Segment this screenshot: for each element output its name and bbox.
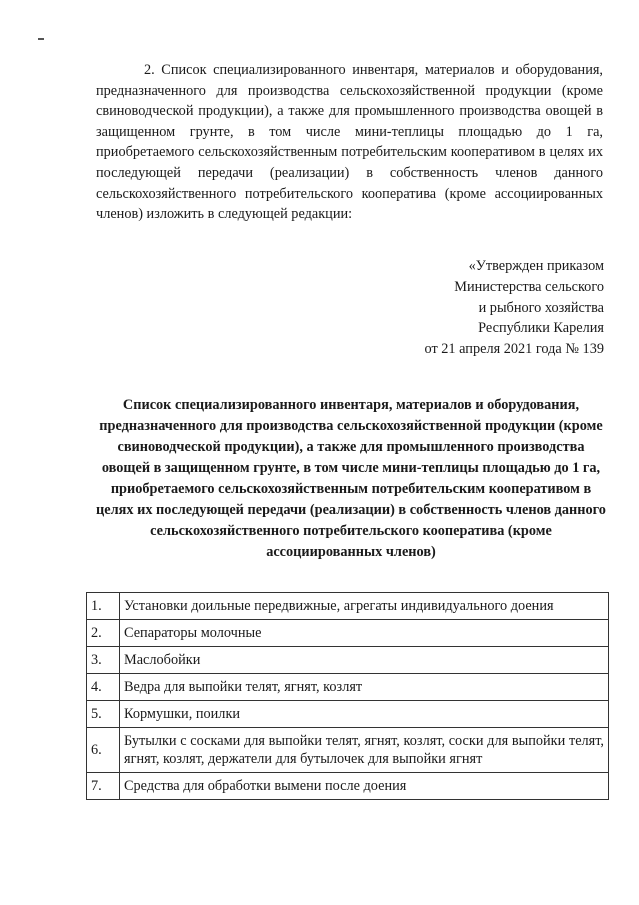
item-text: Ведра для выпойки телят, ягнят, козлят xyxy=(120,674,609,701)
item-number: 3. xyxy=(87,647,120,674)
item-text: Кормушки, поилки xyxy=(120,701,609,728)
approval-line: и рыбного хозяйства xyxy=(478,299,604,316)
scan-mark xyxy=(38,38,44,40)
list-title: Список специализированного инвентаря, материалов и оборудования, предназначенного для производства сельскохозяйственной продукции (кроме свиноводческой продукции), а также для промышленного производства овощей в защищенном грунте, в том числе мини-теплицы площадью до 1 га, приобретаемого сельскохозяйственным потребительским кооперативом в целях их последующей передачи (реализации) в собственность членов данного сельскохозяйственного потребительского кооператива (кроме ассоциированных членов) xyxy=(96,397,606,560)
item-text: Установки доильные передвижные, агрегаты индивидуального доения xyxy=(120,593,609,620)
item-number: 7. xyxy=(87,773,120,800)
table-row xyxy=(87,674,609,701)
approval-line: Министерства сельского xyxy=(454,278,604,295)
item-number: 6. xyxy=(87,728,120,773)
item-number: 2. xyxy=(87,620,120,647)
table-row xyxy=(87,647,609,674)
table-row xyxy=(87,620,609,647)
table-row xyxy=(87,728,609,773)
item-text: Маслобойки xyxy=(120,647,609,674)
items-table xyxy=(86,592,609,800)
item-text: Сепараторы молочные xyxy=(120,620,609,647)
table-row xyxy=(87,701,609,728)
item-text: Средства для обработки вымени после доения xyxy=(120,773,609,800)
item-number: 5. xyxy=(87,701,120,728)
item-text: Бутылки с сосками для выпойки телят, ягнят, козлят, соски для выпойки телят, ягнят, козлят, держатели для бутылочек для выпойки ягнят xyxy=(120,728,609,773)
item-number: 4. xyxy=(87,674,120,701)
approval-block xyxy=(324,256,604,360)
approval-line: «Утвержден приказом xyxy=(468,258,604,274)
item-number: 1. xyxy=(87,593,120,620)
intro-paragraph: 2. Список специализированного инвентаря, материалов и оборудования, предназначенного для производства сельскохозяйственной продукции (кроме свиноводческой продукции), а также для промышленного производства овощей в защищенном грунте, в том числе мини-теплицы площадью до 1 га, приобретаемого сельскохозяйственным потребительским кооперативом в целях их последующей передачи (реализации) в собственность членов данного сельскохозяйственного потребительского кооператива (кроме ассоциированных членов) изложить в следующей редакции: xyxy=(96,62,603,223)
approval-line: от 21 апреля 2021 года № 139 xyxy=(424,341,604,358)
approval-line: Республики Карелия xyxy=(478,320,604,337)
table-row xyxy=(87,593,609,620)
table-row xyxy=(87,773,609,800)
